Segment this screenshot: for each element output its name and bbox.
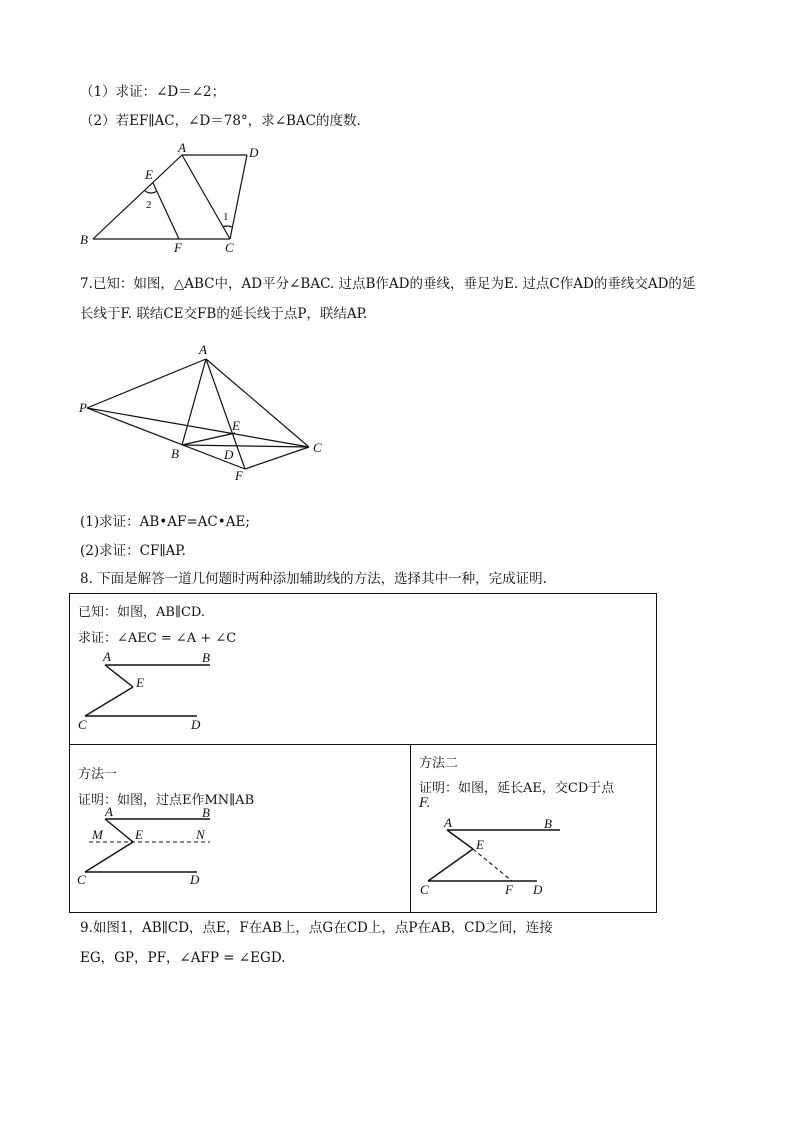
label-2: 2	[146, 199, 152, 211]
label-B: B	[544, 816, 552, 831]
q9-line2: EG，GP，PF，∠AFP = ∠EGD.	[80, 950, 286, 966]
segment-BC	[182, 445, 309, 447]
segment-AB	[182, 359, 206, 445]
label-D: D	[249, 145, 259, 160]
label-C: C	[225, 240, 234, 255]
label-A: A	[444, 815, 452, 830]
segment-AE	[447, 830, 473, 849]
q7-part1: (1)求证：AB•AF=AC•AE;	[80, 514, 250, 530]
label-C: C	[78, 717, 87, 732]
label-D: D	[533, 882, 543, 897]
label-B: B	[202, 650, 210, 665]
q8-given: 已知：如图，AB∥CD.	[78, 605, 205, 620]
q9-line1: 9.如图1，AB∥CD，点E，F在AB上，点G在CD上，点P在AB，CD之间，连接	[80, 920, 553, 936]
segment-EC	[85, 687, 133, 716]
segment-FC	[245, 447, 309, 469]
label-1: 1	[223, 211, 229, 223]
segment-DC	[230, 155, 247, 239]
label-B: B	[202, 805, 210, 820]
label-A: A	[178, 140, 186, 155]
label-E: E	[476, 837, 484, 852]
figure-q7	[75, 340, 325, 483]
segment-AE	[105, 665, 133, 687]
q8-method2-text: 证明：如图，延长AE，交CD于点	[419, 781, 615, 796]
q8-intro: 8. 下面是解答一道几何题时两种添加辅助线的方法，选择其中一种，完成证明.	[80, 571, 547, 587]
segment-AP	[87, 359, 206, 408]
label-E: E	[135, 827, 143, 842]
label-N: N	[196, 827, 205, 842]
q8-prove: 求证：∠AEC = ∠A + ∠C	[78, 631, 237, 646]
segment-PF	[87, 408, 245, 469]
label-C: C	[313, 440, 322, 455]
segment-AE	[105, 819, 133, 842]
segment-EC	[85, 842, 133, 872]
label-D: D	[191, 717, 201, 732]
q6-part2: （2）若EF∥AC，∠D＝78°，求∠BAC的度数.	[80, 113, 361, 129]
q7-line2: 长线于F. 联结CE交FB的延长线于点P，联结AP.	[80, 306, 368, 322]
label-F: F	[505, 882, 513, 897]
label-A: A	[105, 804, 113, 819]
label-F: F	[174, 240, 182, 255]
label-F: F	[235, 468, 243, 483]
figure-q8-main	[75, 650, 225, 730]
segment-BE	[182, 433, 235, 445]
figure-q6	[75, 140, 275, 255]
q8-method1-title: 方法一	[78, 767, 118, 782]
label-A: A	[199, 342, 207, 357]
segment-EF-dashed	[473, 849, 512, 881]
q8-table-divider-v	[410, 744, 411, 913]
q7-part2: (2)求证：CF∥AP.	[80, 543, 186, 559]
figure-q8-method1	[75, 806, 225, 886]
q8-method2-title: 方法二	[419, 756, 459, 771]
label-C: C	[77, 872, 86, 887]
label-E: E	[136, 675, 144, 690]
angle-1-arc	[223, 226, 232, 227]
label-D: D	[190, 872, 200, 887]
q7-line1: 7.已知：如图，△ABC中，AD平分∠BAC. 过点B作AD的垂线，垂足为E. 过点C作AD的垂线交AD的延	[80, 276, 696, 292]
segment-EC	[428, 849, 473, 881]
q8-method2-text2: F.	[419, 796, 431, 811]
figure-q8-method2	[415, 812, 575, 902]
label-E: E	[145, 167, 153, 182]
q8-table-divider-h	[69, 744, 657, 745]
label-D: D	[224, 447, 234, 462]
label-C: C	[420, 882, 429, 897]
q6-part1: （1）求证：∠D＝∠2；	[80, 84, 226, 100]
q8-method1-text: 证明：如图，过点E作MN∥AB	[78, 793, 255, 808]
label-P: P	[79, 400, 87, 415]
segment-AC	[182, 155, 230, 239]
label-B: B	[80, 232, 88, 247]
label-B: B	[171, 446, 179, 461]
label-M: M	[92, 827, 103, 842]
label-A: A	[103, 649, 111, 664]
angle-2-arc	[145, 191, 157, 193]
segment-BA	[93, 155, 182, 239]
label-E: E	[232, 418, 240, 433]
